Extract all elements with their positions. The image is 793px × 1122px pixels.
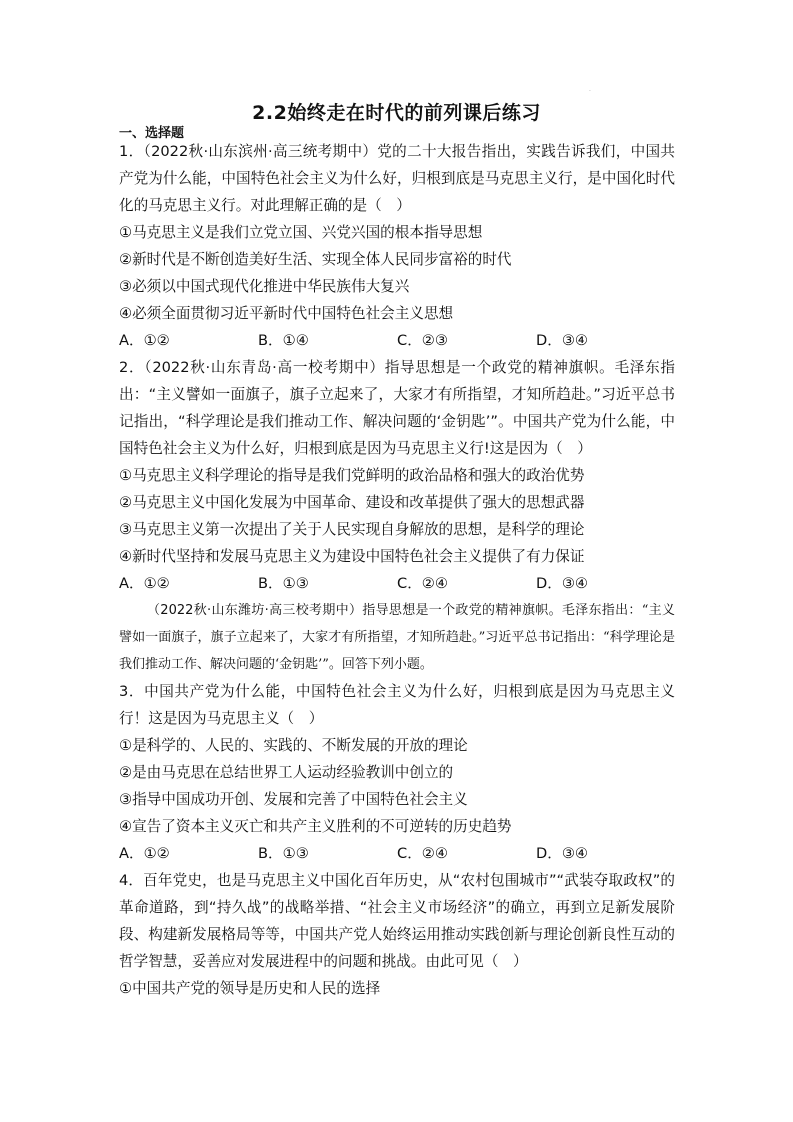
option-c[interactable]: C．②④ bbox=[397, 575, 448, 592]
question-2-item: ①马克思主义科学理论的指导是我们党鲜明的政治品格和强大的政治优势 bbox=[119, 467, 585, 484]
option-b[interactable]: B．①④ bbox=[258, 332, 309, 349]
question-1-item: ④必须全面贯彻习近平新时代中国特色社会主义思想 bbox=[119, 305, 454, 322]
option-a[interactable]: A．①② bbox=[119, 332, 170, 349]
question-1-item: ③必须以中国式现代化推进中华民族伟大复兴 bbox=[119, 278, 410, 295]
question-list bbox=[119, 138, 675, 1002]
page-mark: · bbox=[589, 88, 591, 95]
material-source: （2022秋·山东潍坊·高三校考期中） bbox=[147, 603, 363, 618]
option-a[interactable]: A．①② bbox=[119, 575, 170, 592]
question-4-stem: 4．百年党史，也是马克思主义中国化百年历史，从“农村包围城市”“武装夺取政权”的革命道路，到“持久战”的战略举措、“社会主义市场经济”的确立，再到立足新发展阶段、构建新发展格局等等，中国共产党人始终运用推动实践创新与理论创新良性互动的哲学智慧，妥善应对发展进程中的问题和挑战。由此可见（ ） bbox=[119, 872, 675, 970]
option-d[interactable]: D．③④ bbox=[536, 332, 588, 349]
question-1-options bbox=[119, 327, 675, 354]
section-heading: 一、选择题 bbox=[119, 126, 185, 141]
question-3-item: ②是由马克思在总结世界工人运动经验教训中创立的 bbox=[119, 764, 454, 781]
question-2-options bbox=[119, 570, 675, 597]
question-1-stem: 1．（2022秋·山东滨州·高三统考期中）党的二十大报告指出，实践告诉我们，中国共产党为什么能，中国特色社会主义为什么好，归根到底是马克思主义行，是中国化时代化的马克思主义行。对此理解正确的是（ ） bbox=[119, 143, 675, 214]
question-3-options bbox=[119, 840, 675, 867]
question-2-item: ④新时代坚持和发展马克思主义为建设中国特色社会主义提供了有力保证 bbox=[119, 548, 585, 565]
material-text: 指导思想是一个政党的精神旗帜。毛泽东指出：“主义譬如一面旗子，旗子立起来了，大家才有所指望，才知所趋赴。”习近平总书记指出：“科学理论是我们推动工作、解决问题的‘金钥匙’”。回答下列小题。 bbox=[119, 603, 675, 672]
question-3-item: ③指导中国成功开创、发展和完善了中国特色社会主义 bbox=[119, 791, 468, 808]
question-4-item: ①中国共产党的领导是历史和人民的选择 bbox=[119, 980, 381, 997]
option-d[interactable]: D．③④ bbox=[536, 575, 588, 592]
question-1-item: ①马克思主义是我们立党立国、兴党兴国的根本指导思想 bbox=[119, 224, 483, 241]
question-2-stem: 2．（2022秋·山东青岛·高一校考期中）指导思想是一个政党的精神旗帜。毛泽东指出：“主义譬如一面旗子，旗子立起来了，大家才有所指望，才知所趋赴。”习近平总书记指出，“科学理论是我们推动工作、解决问题的‘金钥匙’”。中国共产党为什么能，中国特色社会主义为什么好，归根到底是因为马克思主义行!这是因为（ ） bbox=[119, 359, 675, 457]
question-3-item: ④宣告了资本主义灭亡和共产主义胜利的不可逆转的历史趋势 bbox=[119, 818, 512, 835]
page-title: 2.2始终走在时代的前列课后练习 bbox=[252, 102, 541, 124]
option-b[interactable]: B．①③ bbox=[258, 845, 309, 862]
question-2-item: ②马克思主义中国化发展为中国革命、建设和改革提供了强大的思想武器 bbox=[119, 494, 585, 511]
option-c[interactable]: C．②③ bbox=[397, 332, 448, 349]
option-a[interactable]: A．①② bbox=[119, 845, 170, 862]
question-3-item: ①是科学的、人民的、实践的、不断发展的开放的理论 bbox=[119, 737, 468, 754]
question-3-stem: 3．中国共产党为什么能，中国特色社会主义为什么好，归根到底是因为马克思主义行！这是因为马克思主义（ ） bbox=[119, 683, 675, 727]
option-c[interactable]: C．②④ bbox=[397, 845, 448, 862]
option-d[interactable]: D．③④ bbox=[536, 845, 588, 862]
option-b[interactable]: B．①③ bbox=[258, 575, 309, 592]
question-1-item: ②新时代是不断创造美好生活、实现全体人民同步富裕的时代 bbox=[119, 251, 512, 268]
material-intro bbox=[119, 597, 675, 678]
question-2-item: ③马克思主义第一次提出了关于人民实现自身解放的思想，是科学的理论 bbox=[119, 521, 585, 538]
